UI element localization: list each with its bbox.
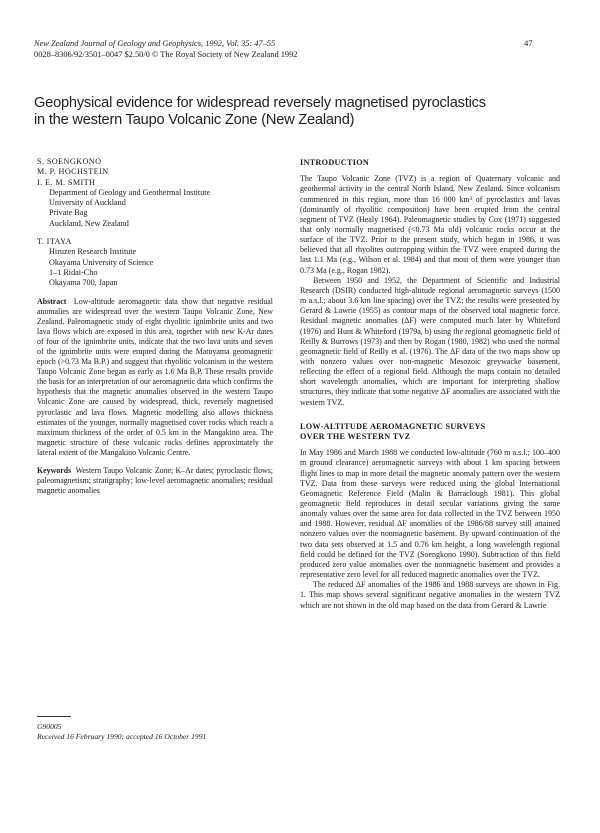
title-line-2: in the western Taupo Volcanic Zone (New Zealand): [34, 112, 355, 128]
keywords: [37, 466, 273, 496]
affiliation-2-line-1: Hiruzen Research Institute: [49, 247, 137, 257]
section-2-paragraph-1: In May 1986 and March 1988 we conducted low-altitude (760 m a.s.l.; 100–400 m ground clearance) aeromagnetic surveys with about 1 km spacing between flight lines to map in more detail the magnetic anomaly pattern over the western TVZ. Data from these surveys were reduced using the global International Geomagnetic Reference Field (Malin & Barraclough 1981). This global geomagnetic field reproduces in detail secular variations giving the same anomaly values over the same area for data collected in the TVZ between 1950 and 1988. However, residual ΔF anomalies of the 1986/88 survey still attained nonzero values over the nonmagnetic basement. By upward continuation of the two data sets observed at 1.5 and 0.76 km height, a long wavelength regional field could be defined for the TVZ (Soengkono 1990). Subtraction of this field produced zero value anomalies over the nonmagnetic basement and provides a representative zero level for all reduced magnetic anomalies over the TVZ.: [300, 448, 560, 580]
main-text-column: [300, 158, 560, 611]
affiliation-1-line-4: Auckland, New Zealand: [49, 218, 129, 228]
issn-copyright-line: 0028–8306/92/3501–0047 $2.50/0 © The Royal Society of New Zealand 1992: [34, 50, 298, 59]
manuscript-code: G90005: [37, 722, 62, 731]
page-number: 47: [524, 38, 533, 48]
abstract-text: Low-altitude aeromagnetic data show that negative residual anomalies are widespread over the western Taupo Volcanic Zone, New Zealand. Paleomagnetic study of eight rhyolitic ignimbrite units and two lava flows which are exposed in this area, together with new K-Ar dates of four of the ignimbrite units, indicate that the two lava units and seven of the ignimbrite units were erupted during the Matuyama geomagnetic epoch (>0.73 Ma B.P.) and suggest that rhyolitic volcanism in the western Taupo Volcanic Zone began as early as 1.6 Ma B.P. These results provide the basis for an interpretation of our aeromagnetic data which confirms the hypothesis that the magnetic anomalies observed in the western Taupo Volcanic Zone are caused by widespread, thick, reversely magnetised pyroclastic and lava flows. Magnetic modelling also allows thickness estimates of the younger, normally magnetised cover rocks which reach a maximum thickness of the order of 0.5 km in the Mangakino area. The magnetic structure of these volcanic rocks defines approximately the lateral extent of the Mangakino Volcanic Centre.: [37, 297, 273, 457]
author-2: M. P. HOCHSTEIN: [37, 167, 109, 177]
abstract-column: [37, 297, 273, 496]
introduction-paragraph-2: Between 1950 and 1952, the Department of Scientific and Industrial Research (DSIR) conducted high-altitude regional aeromagnetic surveys (1500 m a.s.l.; about 3.6 km line spacing) over the TVZ; the results were presented by Gerard & Lawrie (1955) as contour maps of the observed total magnetic force. Residual magnetic anomalies (ΔF) were computed much later by Whiteford (1976) and Hunt & Whiteford (1979a, b) using the regional geomagnetic field of Reilly & Burrows (1973) and then by Rogan (1980, 1982) who used the normal geomagnetic field of Reilly et al. (1976). The ΔF data of the two maps show up with nonzero values over non-magnetic Mesozoic greywacke basement, reflecting the effect of a regional field. Although the maps contain no detailed short wavelength anomalies, which are important for interpreting shallow structures, they indicate that some negative ΔF anomalies are associated with the western TVZ.: [300, 275, 560, 407]
author-block: [37, 157, 267, 289]
section-2-heading-line-1: LOW-ALTITUDE AEROMAGNETIC SURVEYS: [300, 421, 486, 431]
abstract: [37, 297, 273, 458]
author-3: I. E. M. SMITH: [37, 177, 96, 187]
author-4: T. ITAYA: [37, 237, 72, 247]
introduction-heading: INTRODUCTION: [300, 158, 370, 167]
journal-citation: New Zealand Journal of Geology and Geophysics, 1992, Vol. 35: 47–55: [34, 39, 276, 48]
abstract-label: Abstract: [37, 297, 67, 306]
affiliation-1-line-3: Private Bag: [49, 208, 88, 218]
section-2: [300, 422, 560, 611]
affiliation-2-line-2: Okayama University of Science: [49, 257, 154, 267]
affiliation-2-line-3: 1–1 Ridai-Cho: [49, 267, 98, 277]
footnote-divider: [37, 716, 71, 717]
affiliation-1-line-1: Department of Geology and Geothermal Institute: [49, 187, 211, 197]
paper-title: [34, 95, 554, 129]
affiliation-1-line-2: University of Auckland: [49, 198, 126, 208]
footnote: [37, 722, 206, 742]
section-2-heading-line-2: OVER THE WESTERN TVZ: [300, 432, 411, 441]
section-2-paragraph-2: The reduced ΔF anomalies of the 1986 and 1988 surveys are shown in Fig. 1. This map shows several significant negative anomalies in the western TVZ which are not shown in the old map based on the data from Gerard & Lawrie: [300, 580, 560, 610]
author-1: S. SOENGKONO: [37, 157, 102, 166]
affiliation-2-line-4: Okayama 700, Japan: [49, 278, 118, 288]
keywords-label: Keywords: [37, 465, 72, 475]
keywords-text: Western Taupo Volcanic Zone; K–Ar dates; pyroclastic flows; paleomagnetism; stratigraphy; low-level aeromagnetic anomalies; residual magnetic anomalies: [37, 465, 273, 495]
received-dates: Received 16 February 1990; accepted 16 October 1991: [37, 732, 207, 741]
title-line-1: Geophysical evidence for widespread reversely magnetised pyroclastics: [34, 95, 486, 111]
introduction-paragraph-1: The Taupo Volcanic Zone (TVZ) is a region of Quaternary volcanic and geothermal activity in the central North Island, New Zealand. Since volcanism commenced in this region, more than 16 000 km³ of pyroclastics and lavas (dominantly of rhyolitic composition) have been erupted from the central segment of TVZ (Healy 1964). Paleomagnetic studies by Cox (1971) suggested that only normally magnetised (<0.73 Ma old) volcanic rocks occur at the surface of the TVZ. Prior to the present study, which began in 1986, it was believed that all rhyolites outcropping within the TVZ were erupted during the last 1.1 Ma (e.g., Wilson et al. 1984) and that most of them were younger than 0.73 Ma (e.g., Rogan 1982).: [300, 174, 560, 275]
